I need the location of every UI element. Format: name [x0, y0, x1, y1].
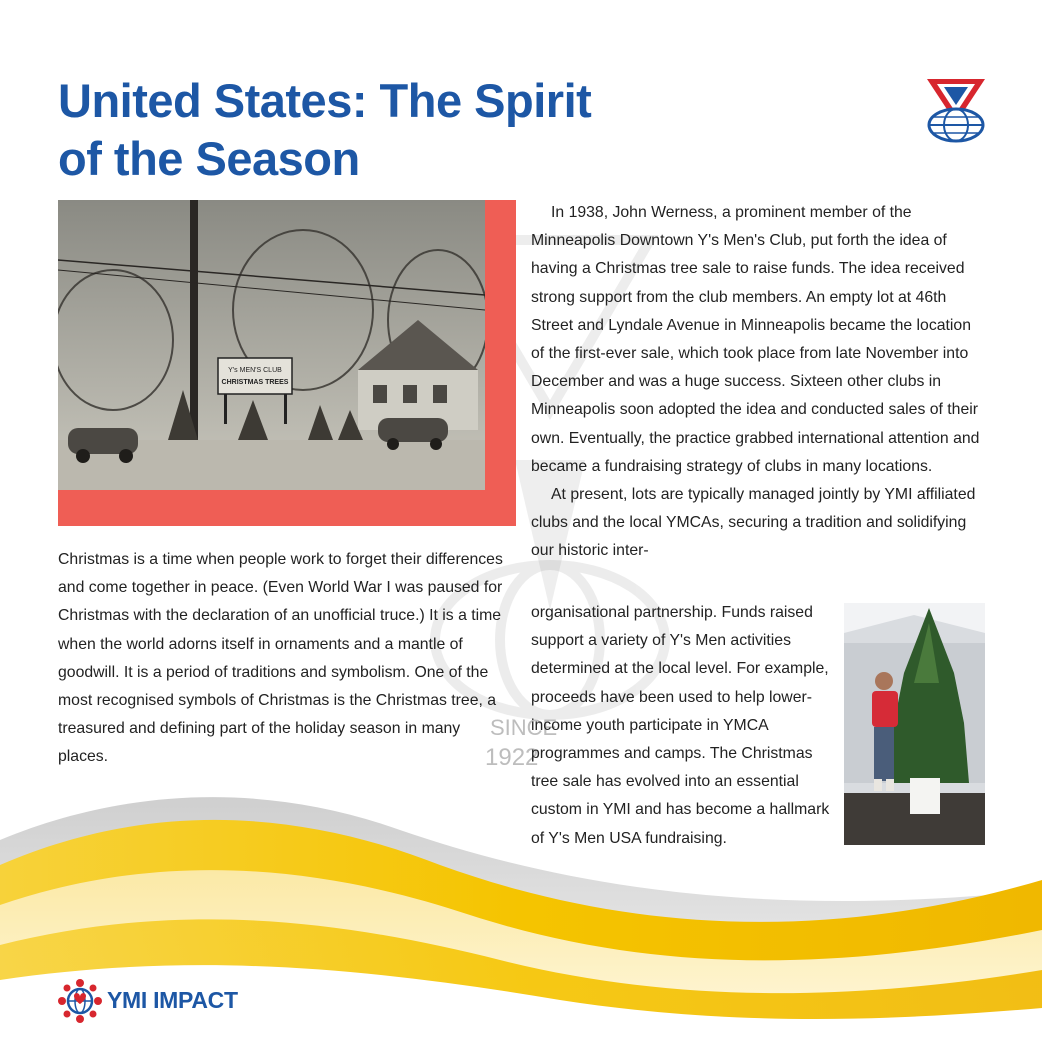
historic-photo	[58, 200, 516, 526]
ymi-impact-logo-icon	[57, 978, 103, 1024]
footer-logo	[57, 978, 257, 1028]
history-paragraph-2-end: organisational partnership. Funds raised support a variety of Y's Men activities determined at the local level. For example, proceeds have been used to help lower-income youth participate in YMCA programmes and camps. The Christmas tree sale has evolved into an essential custom in YMI and has become a hallmark of Y's Men USA fundraising.	[531, 604, 830, 847]
page-title-line-1: United States: The Spirit	[58, 74, 592, 127]
page-title	[58, 72, 658, 188]
watermark-since: SINCE	[490, 715, 558, 740]
history-paragraph-2-start: At present, lots are typically managed jointly by YMI affiliated clubs and the local YMCAs, securing a tradition and solidifying our historic inter-	[531, 486, 976, 560]
photo-sign-line-1: Y's MEN'S CLUB	[228, 367, 282, 374]
photo-sign-line-2: CHRISTMAS TREES	[221, 379, 289, 386]
ys-men-international-emblem-icon	[924, 77, 988, 143]
history-text	[531, 199, 986, 566]
christmas-tree-lot-photo	[58, 200, 485, 490]
footer-brand-text: YMI IMPACT	[107, 987, 238, 1013]
watermark-year: 1922	[485, 744, 539, 771]
page-title-line-2: of the Season	[58, 132, 360, 185]
history-paragraph-1: In 1938, John Werness, a prominent member of the Minneapolis Downtown Y's Men's Club, put forth the idea of having a Christmas tree sale to raise funds. The idea received strong support from the club members. An empty lot at 46th Street and Lyndale Avenue in Minneapolis became the location of the first-ever sale, which took place from late November into December and was a huge success. Sixteen other clubs in Minneapolis soon adopted the idea and conducted sales of their own. Eventually, the practice grabbed international attention and became a fundraising strategy of clubs in many locations.	[531, 204, 980, 475]
intro-paragraph: Christmas is a time when people work to forget their differences and come together in peace. (Even World War I was paused for Christmas with the declaration of an unofficial truce.) It is a time when the world adorns itself in ornaments and a mantle of goodwill. It is a period of traditions and symbolism. One of the most recognised symbols of Christmas is the Christmas tree, a treasured and defining part of the holiday season in many places.	[58, 551, 503, 766]
